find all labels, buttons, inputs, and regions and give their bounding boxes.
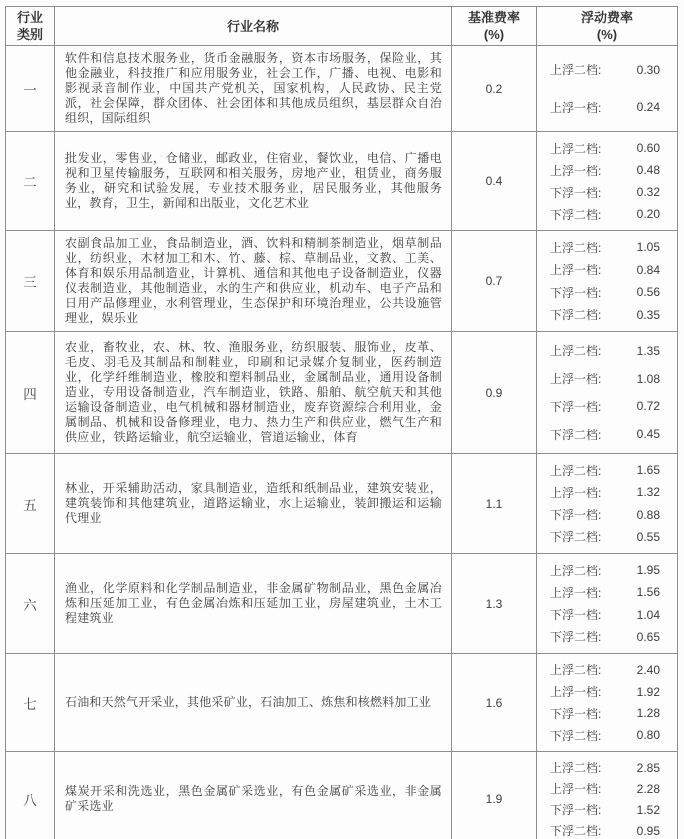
table-row — [5, 131, 677, 230]
industries-text: 农副食品加工业，食品制造业，酒、饮料和精制茶制造业，烟草制品业，纺织业，木材加工和木、竹、藤、棕、草制品业，文教、工美、体育和娱乐用品制造业，计算机、通信和其他电子设备制造业，仪器仪表制造业，其他制造业，水的生产和供应业，机动车、电子产品和日用产品修理业，水利管理业，生态保护和环境治理业，公共设施管理业，娱乐业 — [65, 236, 442, 325]
category-cell — [5, 553, 54, 653]
floating-rate-value: 2.28 — [636, 781, 660, 796]
table-row — [5, 230, 677, 331]
base-rate-cell — [451, 653, 536, 751]
floating-rate-entry — [537, 506, 677, 523]
header-label: (%) — [596, 27, 618, 42]
floating-rate-entry — [537, 140, 677, 157]
category-cell — [5, 331, 54, 453]
base-rate-value: 0.2 — [485, 81, 503, 96]
header-row — [5, 6, 677, 45]
floating-rates-cell — [536, 45, 677, 131]
category-label: 七 — [23, 696, 37, 712]
industries-cell — [54, 653, 451, 751]
floating-rate-label: 上浮一档: — [550, 485, 602, 500]
floating-rate-entry — [537, 683, 677, 700]
industries-text: 石油和天然气开采业，其他采矿业，石油加工、炼焦和核燃料加工业 — [65, 695, 432, 709]
floating-rate-label: 上浮二档: — [550, 761, 602, 775]
floating-rate-entry — [537, 398, 677, 415]
floating-rate-value: 0.56 — [636, 285, 660, 300]
floating-rate-entry — [537, 484, 677, 501]
industries-text: 批发业，零售业，仓储业，邮政业，住宿业，餐饮业，电信、广播电视和卫星传输服务，互联网和相关服务，房地产业，租赁业，商务服务业，研究和试验发展，专业技术服务业，居民服务业，其他服务业，教育，卫生，新闻和出版业，文化艺术业 — [65, 151, 442, 210]
floating-rate-value: 1.52 — [636, 802, 660, 817]
floating-rate-label: 上浮一档: — [550, 585, 602, 600]
industries-text: 软件和信息技术服务业，货币金融服务，资本市场服务，保险业，其他金融业，科技推广和应用服务业，社会工作，广播、电视、电影和影视录音制作业，中国共产党机关，国家机构，人民政协、民主党派，社会保障，群众团体、社会团体和其他成员组织，基层群众自治组织，国际组织 — [65, 51, 442, 125]
industries-text: 林业，开采辅助活动，家具制造业，造纸和纸制品业，建筑安装业，建筑装饰和其他建筑业，道路运输业，水上运输业，装卸搬运和运输代理业 — [65, 481, 442, 525]
header-cell-floating-rate — [536, 6, 677, 45]
category-cell — [5, 453, 54, 553]
table-row — [5, 331, 677, 453]
floating-rates-cell — [536, 331, 677, 453]
category-cell — [5, 230, 54, 331]
floating-rate-label: 下浮一档: — [550, 285, 602, 300]
industries-text: 渔业，化学原料和化学制品制造业，非金属矿物制品业，黑色金属冶炼和压延加工业，有色金属冶炼和压延加工业，房屋建筑业，土木工程建筑业 — [65, 581, 442, 625]
floating-rate-entry — [537, 162, 677, 179]
floating-rate-label: 下浮二档: — [550, 728, 602, 743]
category-label: 三 — [23, 275, 37, 290]
floating-rates-cell — [536, 653, 677, 751]
floating-rate-value: 1.56 — [636, 585, 660, 600]
floating-rate-label: 下浮一档: — [550, 399, 602, 414]
floating-rate-value: 0.30 — [636, 62, 660, 77]
floating-rate-entry — [537, 661, 677, 678]
floating-rate-entry — [537, 606, 677, 623]
floating-rate-value: 0.20 — [636, 207, 660, 221]
floating-rate-value: 0.24 — [636, 100, 660, 115]
header-label: 行业 — [16, 10, 43, 25]
base-rate-value: 0.4 — [485, 174, 503, 188]
floating-rate-entry — [537, 342, 677, 359]
floating-rate-entry — [537, 306, 677, 323]
category-label: 二 — [23, 175, 37, 190]
floating-rate-label: 上浮二档: — [550, 563, 602, 578]
floating-rate-label: 上浮一档: — [550, 782, 602, 796]
industries-cell — [54, 751, 451, 839]
floating-rate-value: 2.40 — [636, 662, 660, 677]
floating-rate-entry — [537, 822, 677, 839]
industries-text: 煤炭开采和洗选业，黑色金属矿采选业，有色金属矿采选业，非金属矿采选业 — [65, 784, 442, 813]
table-row — [5, 653, 677, 751]
floating-rate-entry — [537, 99, 677, 116]
floating-rate-label: 下浮二档: — [550, 630, 602, 645]
floating-rate-entry — [537, 628, 677, 645]
rate-table — [5, 6, 678, 839]
header-label: 类别 — [16, 27, 43, 42]
floating-rate-value: 1.32 — [636, 485, 660, 500]
floating-rate-value: 1.04 — [636, 607, 660, 622]
floating-rate-value: 0.80 — [636, 728, 660, 743]
floating-rate-label: 上浮二档: — [550, 141, 602, 156]
floating-rate-entry — [537, 462, 677, 479]
base-rate-cell — [451, 131, 536, 230]
floating-rate-entry — [537, 184, 677, 201]
floating-rate-entry — [537, 528, 677, 545]
floating-rate-entry — [537, 261, 677, 278]
floating-rate-entry — [537, 727, 677, 744]
floating-rates-cell — [536, 453, 677, 553]
base-rate-cell — [451, 45, 536, 131]
base-rate-value: 1.6 — [485, 695, 503, 710]
floating-rate-entry — [537, 759, 677, 776]
floating-rates-cell — [536, 553, 677, 653]
floating-rate-entry — [537, 780, 677, 797]
table-row — [5, 751, 677, 839]
floating-rate-label: 上浮一档: — [550, 685, 602, 700]
category-cell — [5, 751, 54, 839]
floating-rate-value: 0.72 — [636, 399, 660, 414]
floating-rate-value: 0.60 — [636, 141, 660, 155]
base-rate-value: 1.1 — [485, 496, 503, 511]
floating-rate-label: 下浮二档: — [550, 207, 602, 222]
floating-rate-entry — [537, 801, 677, 818]
table-row — [5, 453, 677, 553]
category-cell — [5, 45, 54, 131]
floating-rate-label: 下浮一档: — [550, 706, 602, 721]
base-rate-value: 1.3 — [485, 596, 503, 611]
base-rate-value: 1.9 — [485, 792, 503, 806]
floating-rates-cell — [536, 751, 677, 839]
header-cell-industry-name — [54, 6, 451, 45]
category-cell — [5, 131, 54, 230]
category-cell — [5, 653, 54, 751]
category-label: 八 — [23, 793, 37, 808]
floating-rate-value: 0.32 — [636, 185, 660, 199]
floating-rates-cell — [536, 131, 677, 230]
header-label: 基准费率 — [467, 10, 520, 25]
category-label: 一 — [23, 82, 37, 98]
floating-rate-label: 下浮一档: — [550, 185, 602, 200]
floating-rate-label: 上浮二档: — [550, 344, 602, 359]
floating-rate-entry — [537, 426, 677, 443]
floating-rate-value: 0.88 — [636, 507, 660, 522]
header-label: 行业名称 — [226, 18, 279, 34]
base-rate-cell — [451, 553, 536, 653]
floating-rate-label: 上浮二档: — [550, 240, 602, 255]
industries-cell — [54, 131, 451, 230]
floating-rate-value: 0.84 — [636, 262, 660, 277]
industries-cell — [54, 453, 451, 553]
floating-rate-value: 1.92 — [636, 684, 660, 699]
table-row — [5, 45, 677, 131]
floating-rate-label: 上浮一档: — [550, 372, 602, 387]
floating-rate-label: 上浮一档: — [550, 100, 602, 115]
floating-rate-label: 上浮二档: — [550, 63, 602, 78]
floating-rate-label: 下浮一档: — [550, 803, 602, 817]
base-rate-cell — [451, 331, 536, 453]
category-label: 六 — [23, 597, 37, 613]
floating-rate-value: 1.05 — [636, 240, 660, 255]
header-cell-category — [5, 6, 54, 45]
floating-rate-value: 0.55 — [636, 529, 660, 544]
floating-rate-value: 1.35 — [636, 343, 660, 358]
floating-rate-label: 下浮二档: — [550, 427, 602, 442]
floating-rate-label: 上浮一档: — [550, 163, 602, 178]
floating-rate-entry — [537, 705, 677, 722]
floating-rate-label: 上浮一档: — [550, 263, 602, 278]
floating-rate-value: 0.48 — [636, 163, 660, 177]
floating-rate-label: 下浮二档: — [550, 824, 602, 838]
floating-rate-label: 上浮二档: — [550, 463, 602, 478]
category-label: 五 — [23, 497, 37, 513]
industries-cell — [54, 230, 451, 331]
base-rate-value: 0.9 — [485, 385, 503, 400]
base-rate-value: 0.7 — [485, 274, 503, 288]
floating-rate-entry — [537, 370, 677, 387]
floating-rate-value: 0.45 — [636, 427, 660, 442]
floating-rate-value: 1.28 — [636, 706, 660, 721]
floating-rate-value: 0.95 — [636, 823, 660, 838]
industries-cell — [54, 553, 451, 653]
header-label: 浮动费率 — [580, 10, 633, 25]
floating-rate-entry — [537, 239, 677, 256]
floating-rate-label: 上浮二档: — [550, 663, 602, 678]
floating-rate-entry — [537, 584, 677, 601]
floating-rate-label: 下浮一档: — [550, 608, 602, 623]
floating-rates-cell — [536, 230, 677, 331]
floating-rate-label: 下浮一档: — [550, 508, 602, 523]
floating-rate-label: 下浮二档: — [550, 308, 602, 323]
industries-text: 农业，畜牧业，农、林、牧、渔服务业，纺织服装、服饰业，皮革、毛皮、羽毛及其制品和制鞋业，印刷和记录媒介复制业，医药制造业，化学纤维制造业，橡胶和塑料制品业，金属制品业，通用设备制造业，专用设备制造业，汽车制造业，铁路、船舶、航空航天和其他运输设备制造业，电气机械和器材制造业，废弃资源综合利用业，金属制品、机械和设备修理业，电力、热力生产和供应业，燃气生产和供应业，铁路运输业，航空运输业，管道运输业，体育 — [65, 340, 442, 444]
floating-rate-value: 1.08 — [636, 371, 660, 386]
industries-cell — [54, 45, 451, 131]
floating-rate-value: 0.65 — [636, 629, 660, 644]
floating-rate-entry — [537, 284, 677, 301]
header-label: (%) — [483, 27, 505, 42]
industries-cell — [54, 331, 451, 453]
header-cell-base-rate — [451, 6, 536, 45]
floating-rate-value: 1.95 — [636, 563, 660, 578]
floating-rate-value: 1.65 — [636, 463, 660, 478]
table-row — [5, 553, 677, 653]
floating-rate-entry — [537, 562, 677, 579]
category-label: 四 — [23, 386, 37, 402]
floating-rate-value: 2.85 — [636, 760, 660, 775]
floating-rate-entry — [537, 206, 677, 223]
base-rate-cell — [451, 751, 536, 839]
floating-rate-value: 0.35 — [636, 307, 660, 322]
base-rate-cell — [451, 453, 536, 553]
floating-rate-entry — [537, 61, 677, 78]
floating-rate-label: 下浮二档: — [550, 530, 602, 545]
base-rate-cell — [451, 230, 536, 331]
